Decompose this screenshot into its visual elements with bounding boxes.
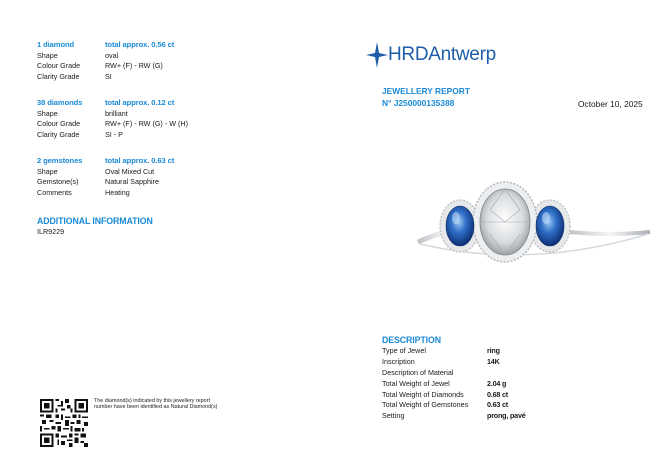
section-count: 1 diamond [37, 40, 75, 49]
section-count: 38 diamonds [37, 98, 83, 107]
section-small-diamonds [37, 98, 188, 140]
ring-photo [410, 170, 655, 275]
section-center-diamond [37, 40, 174, 82]
detail-row: Gemstone(s) Natural Sapphire [37, 177, 159, 187]
detail-row: Shape oval [37, 50, 119, 60]
additional-information-title: ADDITIONAL INFORMATION [37, 216, 153, 226]
detail-row: Shape Oval Mixed Cut [37, 166, 155, 176]
detail-row: Clarity Grade SI - P [37, 129, 123, 139]
section-total: total approx. 0.12 ct [105, 98, 175, 107]
section-total: total approx. 0.63 ct [105, 156, 175, 165]
description-row: Total Weight of Diamonds 0.68 ct [382, 389, 508, 399]
detail-row: Comments Heating [37, 187, 130, 197]
logo-brand-antwerp: Antwerp [428, 44, 496, 65]
qr-code[interactable] [40, 399, 88, 447]
logo-brand-hrd: HRD [388, 44, 429, 65]
description-row: Total Weight of Gemstones 0.63 ct [382, 400, 508, 410]
detail-row: Clarity Grade SI [37, 71, 112, 81]
report-title: JEWELLERY REPORT [382, 86, 470, 96]
detail-row: Colour Grade RW+ (F) - RW (G) [37, 61, 163, 71]
section-count: 2 gemstones [37, 156, 83, 165]
description-row: Setting prong, pavé [382, 411, 526, 421]
natural-diamond-note: The diamond(s) indicated by this jewellery report number have been identified as Natural Diamond(s) [94, 398, 218, 411]
additional-information-value: ILR9229 [37, 226, 65, 236]
detail-row: Shape brilliant [37, 108, 128, 118]
description-section [382, 335, 526, 422]
description-row: Type of Jewel ring [382, 345, 500, 355]
hrd-antwerp-logo [366, 40, 496, 70]
report-date: October 10, 2025 [578, 99, 643, 109]
detail-row: Colour Grade RW+ (F) - RW (G) - W (H) [37, 119, 188, 129]
report-number: N° J250000135388 [382, 97, 455, 108]
section-gemstones [37, 156, 174, 198]
star-icon [366, 42, 388, 68]
report-header [382, 86, 470, 109]
section-additional-information [37, 216, 153, 237]
description-row: Description of Material [382, 367, 454, 377]
description-title: DESCRIPTION [382, 335, 442, 345]
description-row: Inscription 14K [382, 356, 500, 366]
description-row: Total Weight of Jewel 2.04 g [382, 378, 507, 388]
section-total: total approx. 0.56 ct [105, 40, 175, 49]
